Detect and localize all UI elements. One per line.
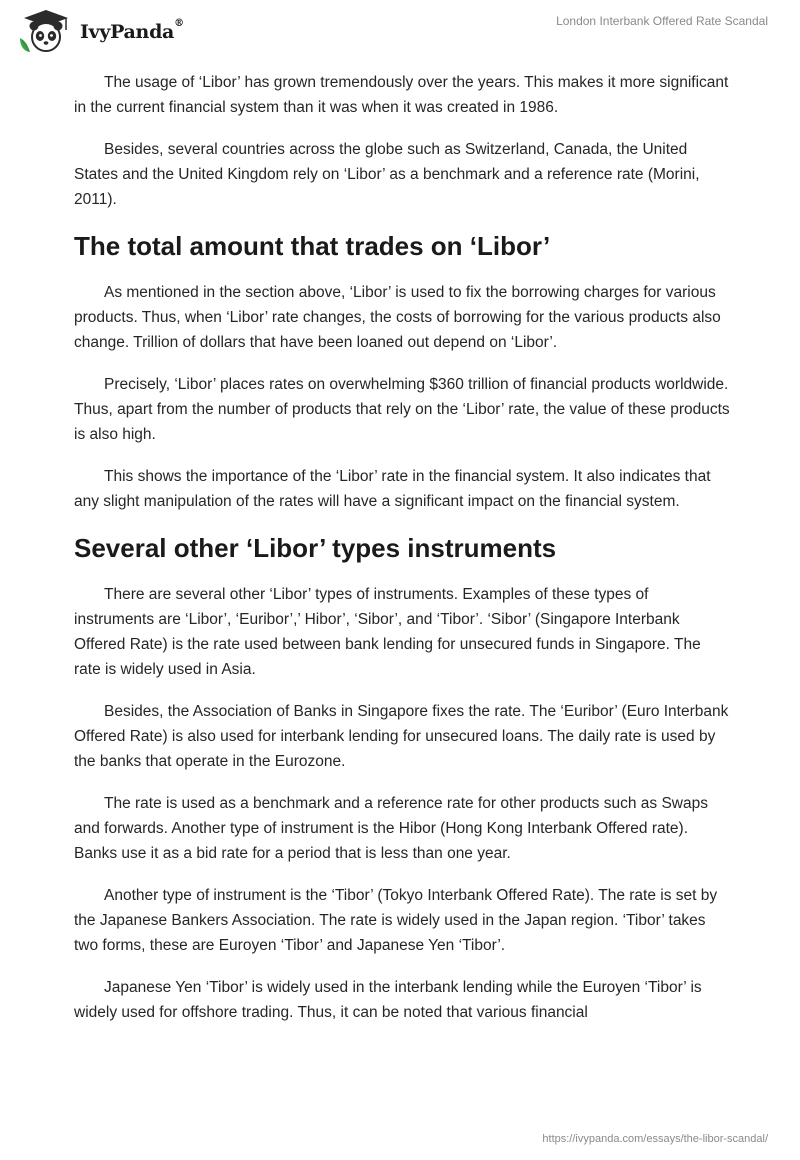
paragraph: As mentioned in the section above, ‘Libor’ is used to fix the borrowing charges for various products. Thus, when ‘Libor’ rate changes, the costs of borrowing for the various products also change. Trillion of dollars that have been loaned out depend on ‘Libor’. <box>74 284 721 351</box>
page-header <box>0 0 800 60</box>
brand-text: IvyPanda <box>80 21 175 43</box>
brand-name[interactable] <box>80 18 184 43</box>
paragraph: This shows the importance of the ‘Libor’ rate in the financial system. It also indicates that any slight manipulation of the rates will have a significant impact on the financial system. <box>74 468 711 510</box>
paragraph: Japanese Yen ‘Tibor’ is widely used in the interbank lending while the Euroyen ‘Tibor’ is widely used for offshore trading. Thus, it can be noted that various financial <box>74 979 702 1021</box>
paragraph: Another type of instrument is the ‘Tibor’ (Tokyo Interbank Offered Rate). The rate is set by the Japanese Bankers Association. The rate is widely used in the Japan region. ‘Tibor’ takes two forms, these are Euroyen ‘Tibor’ and Japanese Yen ‘Tibor’. <box>74 887 718 954</box>
ivypanda-logo-icon[interactable] <box>16 8 76 54</box>
paragraph: Besides, the Association of Banks in Singapore fixes the rate. The ‘Euribor’ (Euro Interbank Offered Rate) is also used for interbank lending for unsecured loans. The daily rate is used by the banks that operate in the Eurozone. <box>74 703 729 770</box>
paragraph: There are several other ‘Libor’ types of instruments. Examples of these types of instruments are ‘Libor’, ‘Euribor’,’ Hibor’, ‘Sibor’, and ‘Tibor’. ‘Sibor’ (Singapore Interbank Offered Rate) is the rate used between bank lending for unsecured funds in Singapore. The rate is widely used in Asia. <box>74 586 701 678</box>
source-url[interactable]: https://ivypanda.com/essays/the-libor-scandal/ <box>542 1133 768 1145</box>
essay-body <box>74 70 730 1042</box>
section-heading: Several other ‘Libor’ types instruments <box>74 533 557 563</box>
paragraph: Precisely, ‘Libor’ places rates on overwhelming $360 trillion of financial products worldwide. Thus, apart from the number of products that rely on the ‘Libor’ rate, the value of these products is also high. <box>74 376 730 443</box>
document-title: London Interbank Offered Rate Scandal <box>556 14 768 28</box>
section-heading: The total amount that trades on ‘Libor’ <box>74 231 551 261</box>
paragraph: Besides, several countries across the globe such as Switzerland, Canada, the United States and the United Kingdom rely on ‘Libor’ as a benchmark and a reference rate (Morini, 2011). <box>74 141 700 208</box>
paragraph: The usage of ‘Libor’ has grown tremendously over the years. This makes it more significant in the current financial system than it was when it was created in 1986. <box>74 74 729 116</box>
registered-mark: ® <box>174 18 184 29</box>
paragraph: The rate is used as a benchmark and a reference rate for other products such as Swaps and forwards. Another type of instrument is the Hibor (Hong Kong Interbank Offered rate). Banks use it as a bid rate for a period that is less than one year. <box>74 795 708 862</box>
